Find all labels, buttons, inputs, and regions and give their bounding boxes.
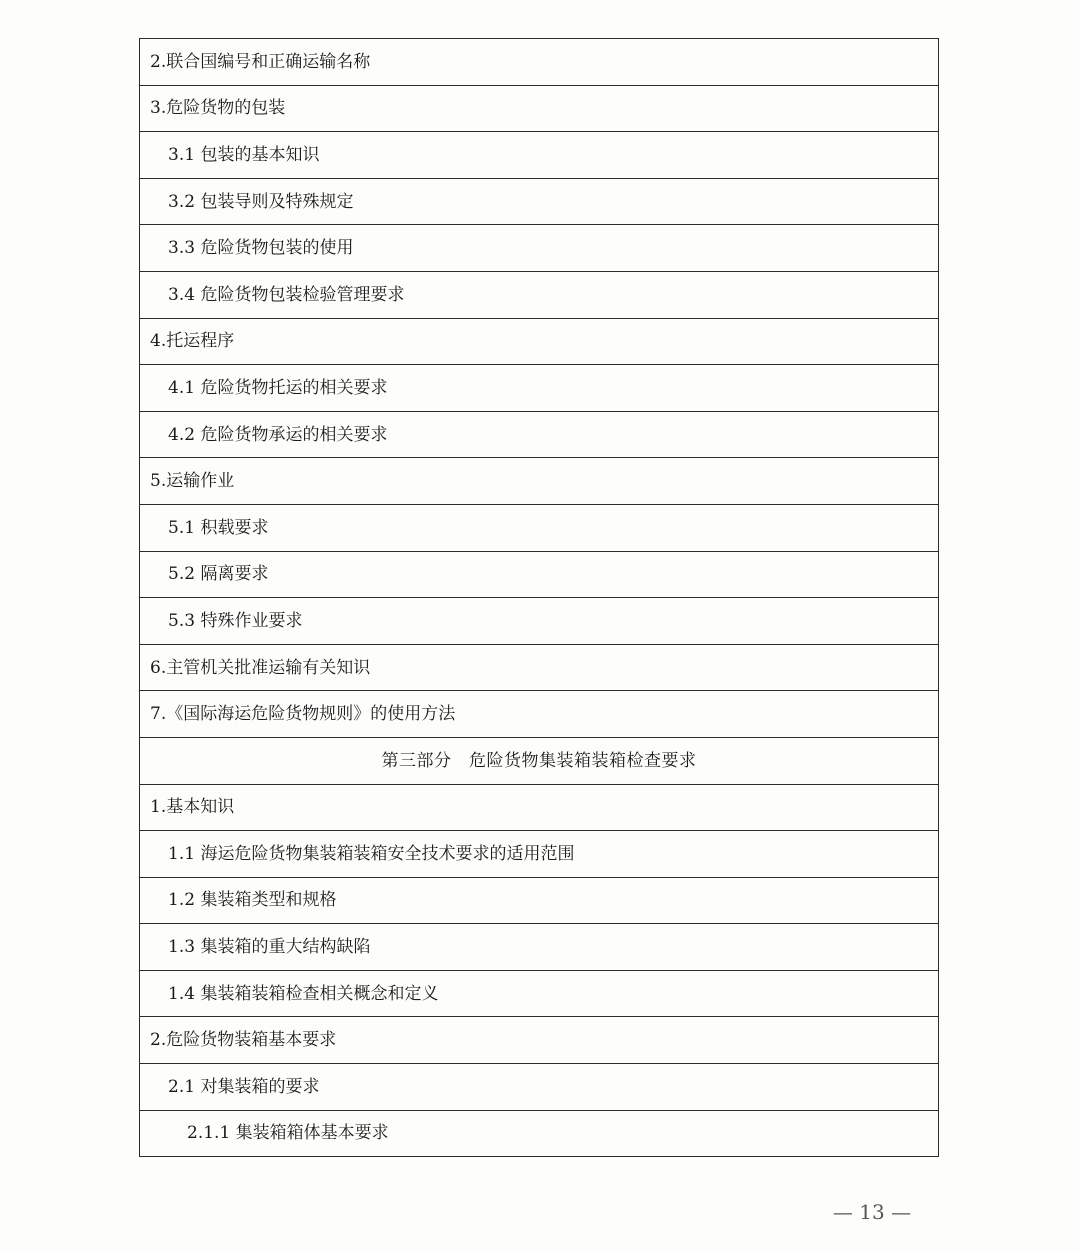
table-row xyxy=(140,737,939,784)
outline-table xyxy=(139,38,939,1157)
outline-item-cell: 5.2 隔离要求 xyxy=(140,551,939,598)
table-row xyxy=(140,1017,939,1064)
table-row xyxy=(140,178,939,225)
outline-item-cell: 3.1 包装的基本知识 xyxy=(140,132,939,179)
table-row xyxy=(140,39,939,86)
table-row xyxy=(140,504,939,551)
page-number: — 13 — xyxy=(832,1200,912,1224)
outline-item-cell: 7.《国际海运危险货物规则》的使用方法 xyxy=(140,691,939,738)
section-heading-cell: 第三部分 危险货物集装箱装箱检查要求 xyxy=(140,737,939,784)
outline-table-body xyxy=(140,39,939,1157)
outline-item-cell: 2.危险货物装箱基本要求 xyxy=(140,1017,939,1064)
outline-item-cell: 6.主管机关批准运输有关知识 xyxy=(140,644,939,691)
table-row xyxy=(140,318,939,365)
table-row xyxy=(140,271,939,318)
table-row xyxy=(140,784,939,831)
outline-item-cell: 3.2 包装导则及特殊规定 xyxy=(140,178,939,225)
outline-item-cell: 4.2 危险货物承运的相关要求 xyxy=(140,411,939,458)
table-row xyxy=(140,132,939,179)
table-row xyxy=(140,225,939,272)
outline-item-cell: 3.危险货物的包装 xyxy=(140,85,939,132)
table-row xyxy=(140,411,939,458)
table-row xyxy=(140,365,939,412)
table-row xyxy=(140,85,939,132)
outline-item-cell: 2.1 对集装箱的要求 xyxy=(140,1064,939,1111)
outline-item-cell: 1.4 集装箱装箱检查相关概念和定义 xyxy=(140,970,939,1017)
table-row xyxy=(140,691,939,738)
outline-item-cell: 1.1 海运危险货物集装箱装箱安全技术要求的适用范围 xyxy=(140,831,939,878)
table-row xyxy=(140,1064,939,1111)
outline-item-cell: 3.4 危险货物包装检验管理要求 xyxy=(140,271,939,318)
table-row xyxy=(140,551,939,598)
table-row xyxy=(140,644,939,691)
outline-item-cell: 2.1.1 集装箱箱体基本要求 xyxy=(140,1110,939,1157)
table-row xyxy=(140,1110,939,1157)
table-row xyxy=(140,598,939,645)
outline-item-cell: 1.基本知识 xyxy=(140,784,939,831)
table-row xyxy=(140,970,939,1017)
outline-item-cell: 3.3 危险货物包装的使用 xyxy=(140,225,939,272)
outline-item-cell: 5.运输作业 xyxy=(140,458,939,505)
outline-item-cell: 1.3 集装箱的重大结构缺陷 xyxy=(140,924,939,971)
outline-item-cell: 4.托运程序 xyxy=(140,318,939,365)
outline-item-cell: 5.3 特殊作业要求 xyxy=(140,598,939,645)
outline-item-cell: 4.1 危险货物托运的相关要求 xyxy=(140,365,939,412)
table-row xyxy=(140,924,939,971)
outline-item-cell: 2.联合国编号和正确运输名称 xyxy=(140,39,939,86)
table-row xyxy=(140,831,939,878)
outline-item-cell: 1.2 集装箱类型和规格 xyxy=(140,877,939,924)
table-row xyxy=(140,877,939,924)
table-row xyxy=(140,458,939,505)
outline-item-cell: 5.1 积载要求 xyxy=(140,504,939,551)
